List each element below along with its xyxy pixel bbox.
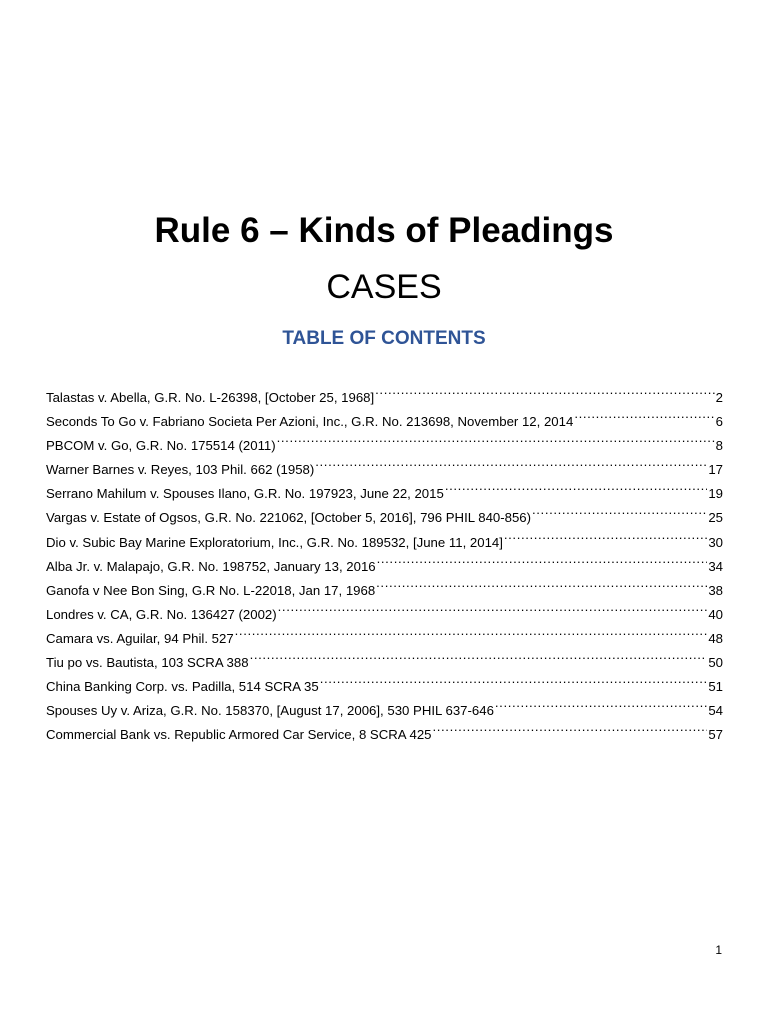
toc-dot-leader	[315, 450, 707, 474]
page-number: 1	[715, 943, 722, 957]
document-title: Rule 6 – Kinds of Pleadings	[154, 211, 614, 250]
toc-dot-leader	[433, 715, 708, 739]
table-of-contents	[46, 378, 723, 743]
toc-dot-leader	[532, 498, 707, 522]
toc-entry[interactable]	[46, 378, 723, 405]
toc-entry-title: Dio v. Subic Bay Marine Exploratorium, Inc., G.R. No. 189532, [June 11, 2014]	[46, 534, 503, 550]
toc-entry-page: 25	[708, 510, 723, 526]
toc-entry-page: 17	[708, 462, 723, 478]
toc-entry-page: 34	[708, 558, 723, 574]
toc-entry-page: 8	[715, 438, 723, 454]
toc-entry-title: Seconds To Go v. Fabriano Societa Per Azioni, Inc., G.R. No. 213698, November 12, 2014	[46, 414, 574, 430]
toc-entry-page: 48	[708, 630, 723, 646]
toc-dot-leader	[277, 426, 715, 450]
toc-entry-title: Londres v. CA, G.R. No. 136427 (2002)	[46, 606, 277, 622]
toc-heading: TABLE OF CONTENTS	[282, 328, 486, 349]
toc-entry-title: Tiu po vs. Bautista, 103 SCRA 388	[46, 655, 249, 671]
toc-entry-title: Serrano Mahilum v. Spouses Ilano, G.R. No. 197923, June 22, 2015	[46, 486, 444, 502]
toc-entry-page: 38	[708, 582, 723, 598]
toc-dot-leader	[375, 378, 714, 402]
document-subtitle: CASES	[326, 268, 442, 306]
toc-entry-page: 54	[708, 703, 723, 719]
toc-entry-title: Alba Jr. v. Malapajo, G.R. No. 198752, January 13, 2016	[46, 558, 376, 574]
toc-dot-leader	[377, 547, 708, 571]
toc-entry-title: PBCOM v. Go, G.R. No. 175514 (2011)	[46, 438, 276, 454]
toc-entry-page: 40	[708, 606, 723, 622]
toc-entry-title: Vargas v. Estate of Ogsos, G.R. No. 221062, [October 5, 2016], 796 PHIL 840-856)	[46, 510, 532, 526]
toc-dot-leader	[278, 595, 708, 619]
toc-entry-page: 30	[708, 534, 723, 550]
toc-entry-title: China Banking Corp. vs. Padilla, 514 SCRA 35	[46, 679, 319, 695]
toc-dot-leader	[574, 402, 714, 426]
toc-entry-title: Ganofa v Nee Bon Sing, G.R No. L-22018, Jan 17, 1968	[46, 582, 376, 598]
toc-dot-leader	[320, 667, 708, 691]
toc-entry-page: 57	[708, 727, 723, 743]
toc-entry-page: 2	[715, 390, 723, 405]
toc-entry-title: Commercial Bank vs. Republic Armored Car Service, 8 SCRA 425	[46, 727, 432, 743]
toc-entry-title: Spouses Uy v. Ariza, G.R. No. 158370, [August 17, 2006], 530 PHIL 637-646	[46, 703, 494, 719]
toc-entry-title: Warner Barnes v. Reyes, 103 Phil. 662 (1958)	[46, 462, 315, 478]
toc-dot-leader	[250, 643, 708, 667]
toc-entry-page: 50	[708, 655, 723, 671]
toc-entry-title: Talastas v. Abella, G.R. No. L-26398, [October 25, 1968]	[46, 390, 375, 405]
toc-dot-leader	[235, 619, 708, 643]
toc-entry-page: 51	[708, 679, 723, 695]
toc-entry-title: Camara vs. Aguilar, 94 Phil. 527	[46, 630, 234, 646]
toc-entry-page: 19	[708, 486, 723, 502]
toc-dot-leader	[495, 691, 707, 715]
toc-entry-page: 6	[715, 414, 723, 430]
toc-dot-leader	[504, 523, 707, 547]
toc-dot-leader	[376, 571, 707, 595]
toc-dot-leader	[445, 474, 708, 498]
